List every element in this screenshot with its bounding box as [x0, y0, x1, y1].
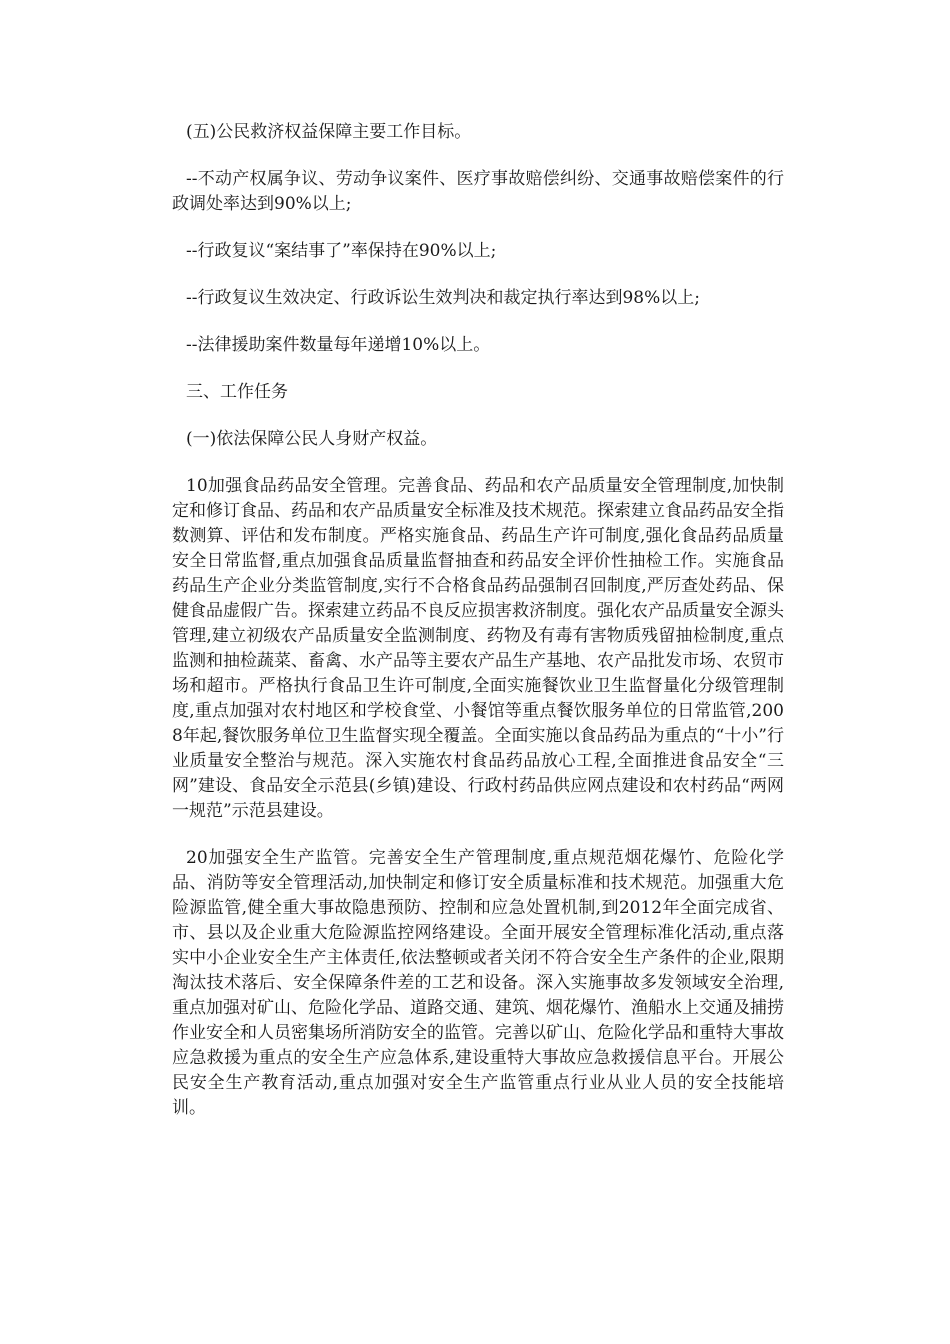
document-body [172, 120, 784, 1143]
goal-item-review-closure-rate: --行政复议“案结事了”率保持在90%以上; [186, 241, 497, 261]
section-heading-citizen-remedy-goals: (五)公民救济权益保障主要工作目标。 [186, 122, 472, 142]
paragraph-production-safety: 20加强安全生产监管。完善安全生产管理制度,重点规范烟花爆竹、危险化学品、消防等安全管理活动,加快制定和修订安全质量标准和技术规范。加强重大危险源监管,健全重大事故隐患预防、控制和应急处置机制,到2012年全面完成省、市、县以及企业重大危险源监控网络建设。全面开展安全管理标准化活动,重点落实中小企业安全生产主体责任,依法整顿或者关闭不符合安全生产条件的企业,限期淘汰技术落后、安全保障条件差的工艺和设备。深入实施事故多发领域安全治理,重点加强对矿山、危险化学品、道路交通、建筑、烟花爆竹、渔船水上交通及捕捞作业安全和人员密集场所消防安全的监管。完善以矿山、危险化学品和重特大事故应急救援为重点的安全生产应急体系,建设重特大事故应急救援信息平台。开展公民安全生产教育活动,重点加强对安全生产监管重点行业从业人员的安全技能培训。 [172, 848, 784, 1118]
goal-item-execution-rate: --行政复议生效决定、行政诉讼生效判决和裁定执行率达到98%以上; [186, 288, 700, 308]
goal-item-mediation-rate: --不动产权属争议、劳动争议案件、医疗事故赔偿纠纷、交通事故赔偿案件的行政调处率达到90%以上; [172, 169, 784, 214]
goal-item-legal-aid-growth: --法律援助案件数量每年递增10%以上。 [186, 335, 491, 355]
section-heading-work-tasks: 三、工作任务 [186, 382, 288, 402]
paragraph-food-drug-safety: 10加强食品药品安全管理。完善食品、药品和农产品质量安全管理制度,加快制定和修订食品、药品和农产品质量安全标准及技术规范。探索建立食品药品安全指数测算、评估和发布制度。严格实施食品、药品生产许可制度,强化食品药品质量安全日常监督,重点加强食品质量监督抽查和药品安全评价性抽检工作。实施食品药品生产企业分类监管制度,实行不合格食品药品强制召回制度,严厉查处药品、保健食品虚假广告。探索建立药品不良反应损害救济制度。强化农产品质量安全源头管理,建立初级农产品质量安全监测制度、药物及有毒有害物质残留抽检制度,重点监测和抽检蔬菜、畜禽、水产品等主要农产品生产基地、农产品批发市场、农贸市场和超市。严格执行食品卫生许可制度,全面实施餐饮业卫生监督量化分级管理制度,重点加强对农村地区和学校食堂、小餐馆等重点餐饮服务单位的日常监管,2008年起,餐饮服务单位卫生监督实现全覆盖。全面实施以食品药品为重点的“十小”行业质量安全整治与规范。深入实施农村食品药品放心工程,全面推进食品安全“三网”建设、食品安全示范县(乡镇)建设、行政村药品供应网点建设和农村药品“两网一规范”示范县建设。 [172, 476, 784, 821]
subsection-heading-property-rights: (一)依法保障公民人身财产权益。 [186, 429, 438, 449]
